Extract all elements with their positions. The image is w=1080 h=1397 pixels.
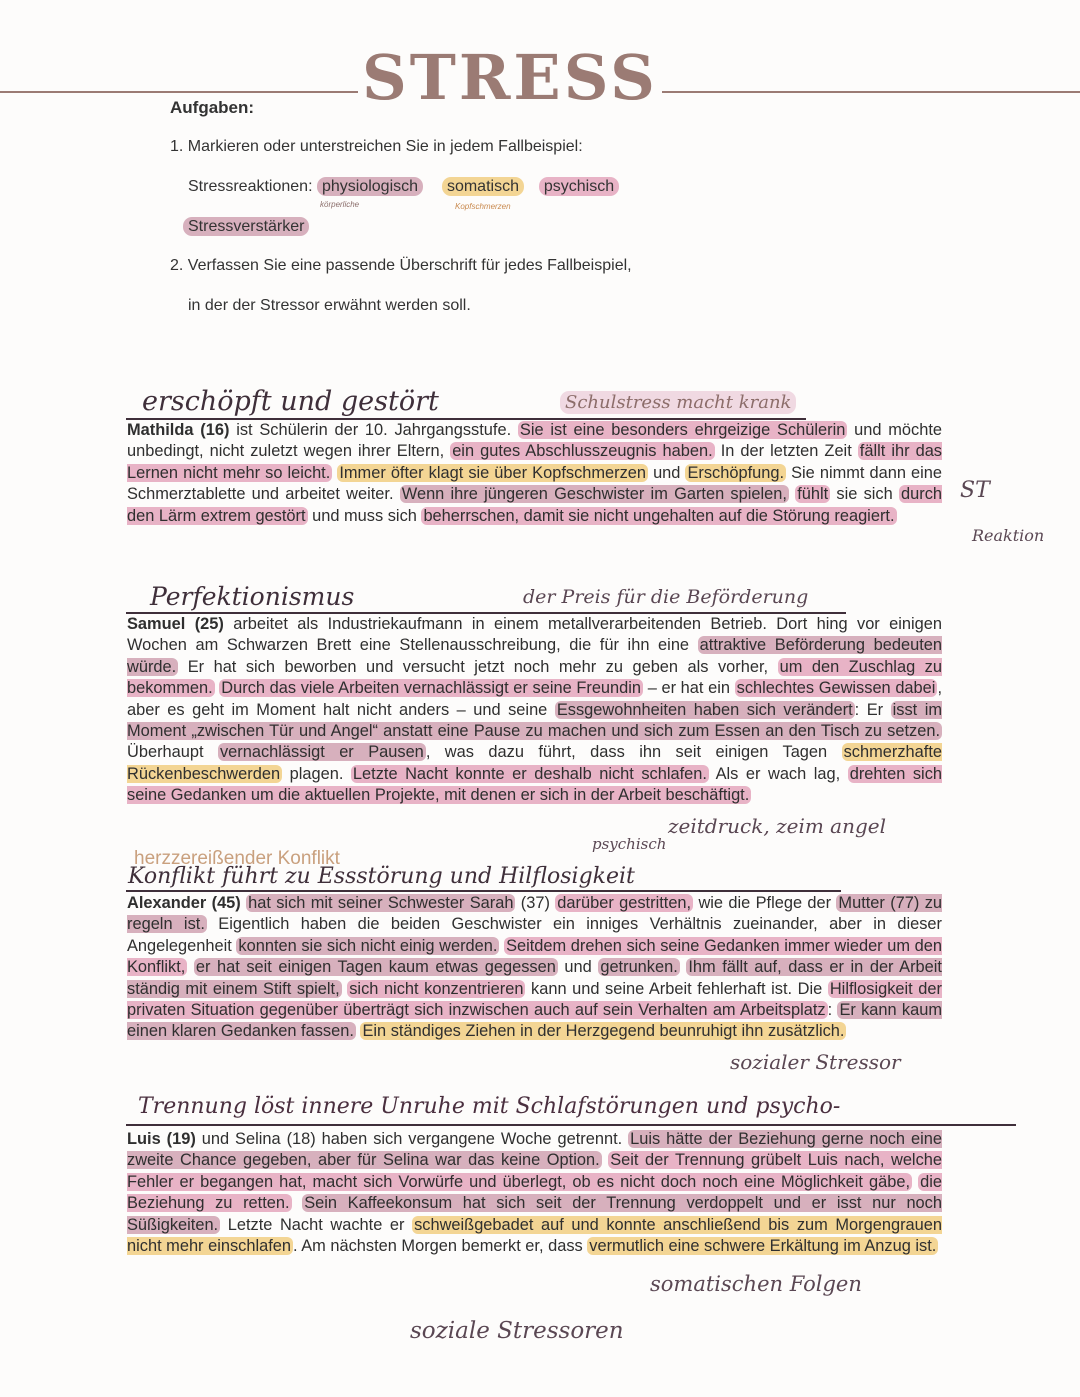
case-2-note-psychisch: psychisch [592,835,667,853]
highlight-psychisch: Wenn ihre jüngeren Geschwister im Garten spielen, [401,485,787,504]
reaction-psychisch: psychisch [539,177,619,196]
highlight-psychisch: darüber gestritten, [557,894,692,912]
case-3-subtitle: herzzereißender Konflikt [134,848,340,869]
highlight-psychisch: Seitdem drehen sich seine Gedanken immer wieder um den Konflikt, [127,936,942,977]
highlight-psychisch: vernachlässigt er Pausen [219,743,424,762]
task-2-line1: 2. Verfassen Sie eine passende Überschrift für jedes Fallbeispiel, [170,257,632,274]
case-4-note-sozial: soziale Stressoren [410,1318,624,1344]
highlight-psychisch: Durch das viele Arbeiten vernachlässigt er seine Freundin [221,679,642,698]
highlight-psychisch: hat sich mit seiner Schwester Sarah [248,894,514,912]
highlight-psychisch: Sein Kaffeekonsum hat sich seit der Trennung verdoppelt und er isst nur noch Süßigkeiten. [127,1194,942,1234]
case-2-note-zeitdruck: zeitdruck, zeim angel [668,814,887,838]
highlight-psychisch: Luis hätte der Beziehung gerne noch eine zweite Chance gegeben, aber für Selina war das keine Option. [127,1130,942,1170]
case-name: Luis [127,1130,161,1148]
task-2-line2: in der der Stressor erwähnt werden soll. [188,297,471,314]
highlight-psychisch: er hat seit einigen Tagen kaum etwas gegessen [195,958,556,977]
case-name: Mathilda [127,421,194,439]
case-2-handwritten-title: Perfektionismus [150,582,355,611]
highlight-psychisch: Seit der Trennung grübelt Luis nach, welche Fehler er begangen hat, macht sich Vorwürfe und überlegt, ob es nicht doch noch eine Möglichkeit gäbe, [127,1151,942,1191]
highlight-psychisch: konnten sie sich nicht einig werden. [238,936,498,955]
aufgaben-label: Aufgaben: [170,98,255,117]
task-1: 1. Markieren oder unterstreichen Sie in jedem Fallbeispiel: [170,138,583,155]
highlight-psychisch: ein gutes Abschlusszeugnis haben. [452,442,713,461]
case-4-underline [126,1124,1016,1126]
case-3-handwritten-title: Konflikt führt zu Essstörung und Hilflosigkeit [128,864,635,889]
case-1-note-st: ST [960,478,990,503]
case-4-handwritten-title: Trennung löst innere Unruhe mit Schlafstörungen und psycho- [138,1094,841,1119]
case-age: (25) [194,615,224,633]
case-4-note-somatisch: somatischen Folgen [650,1272,862,1296]
highlight-psychisch: isst im Moment „zwischen Tür und Angel“ anstatt eine Pause zu machen und sich zum Essen an den Tisch zu setzen. [127,700,943,741]
case-4-text: Luis (19) und Selina (18) haben sich vergangene Woche getrennt. Luis hätte der Beziehung gerne noch eine zweite Chance gegeben, aber für Selina war das keine Option. Seit der Trennung grübelt Luis nach, welche Fehler er begangen hat, macht sich Vorwürfe und überlegt, ob es nicht doch noch eine Möglichkeit gäbe, die Beziehung zu retten. Sein Kaffeekonsum hat sich seit der Trennung verdoppelt und er isst nur noch Süßigkeiten. Letzte Nacht wachte er schweißgebadet auf und konnte anschließend bis zum Morgengrauen nicht mehr einschlafen . Am nächsten Morgen bemerkt er, dass vermutlich eine schwere Erkältung im Anzug ist. [127,1130,942,1256]
highlight-psychisch: attraktive Beförderung bedeuten würde. [127,636,942,676]
highlight-somatisch: schmerzhafte Rückenbeschwerden [127,743,942,783]
highlight-psychisch: durch den Lärm extrem gestört [127,485,943,525]
highlight-psychisch: um den Zuschlag zu bekommen. [127,657,942,698]
highlight-psychisch: Letzte Nacht konnte er deshalb nicht schlafen. [352,764,707,783]
case-name: Samuel [127,615,186,633]
highlight-psychisch: beherrschen, damit sie nicht ungehalten auf die Störung reagiert. [423,506,895,525]
case-3-underline [126,890,841,892]
highlight-psychisch: Essgewohnheiten haben sich verändert [556,700,853,719]
highlight-psychisch: Ihm fällt auf, dass er in der Arbeit ständig mit einem Stift spielt, [127,958,942,998]
case-age: (16) [200,421,230,439]
highlight-psychisch: sich nicht konzentrieren [349,979,524,998]
stressverstaerker-label: Stressverstärker [183,217,309,236]
note-kopfschmerzen: Kopfschmerzen [455,202,511,211]
case-1-note-reaktion: Reaktion [972,526,1045,545]
highlight-psychisch: fühlt [797,485,829,504]
case-age: (45) [211,894,241,912]
case-2-text: Samuel (25) arbeitet als Industriekaufmann in einem metallverarbeitenden Betrieb. Dort hing vor einigen Wochen am Schwarzen Brett eine Stellenausschreibung, die für ihn eine attraktive Beförderung bedeuten würde. Er hat sich beworben und versucht jetzt noch mehr zu geben als vorher, um den Zuschlag zu bekommen. Durch das viele Arbeiten vernachlässigt er seine Freundin – er hat ein schlechtes Gewissen dabei , aber es geht im Moment halt nicht anders – und seine Essgewohnheiten haben sich verändert : Er isst im Moment „zwischen Tür und Angel“ anstatt eine Pause zu machen und sich zum Essen an den Tisch zu setzen. Überhaupt vernachlässigt er Pausen , was dazu führt, dass ihn seit einigen Tagen schmerzhafte Rückenbeschwerden plagen. Letzte Nacht konnte er deshalb nicht schlafen. Als er wach lag, drehten sich seine Gedanken um die aktuellen Projekte, mit denen er sich in der Arbeit beschäftigt. [127,615,943,805]
highlight-psychisch: fällt ihr das Lernen nicht mehr so leicht. [127,442,943,482]
reactions-label: Stressreaktionen: [188,178,313,195]
highlight-somatisch: Erschöpfung. [687,463,785,482]
highlight-psychisch: die Beziehung zu retten. [127,1172,942,1213]
case-1-text: Mathilda (16) ist Schülerin der 10. Jahrgangsstufe. Sie ist eine besonders ehrgeizige Schülerin und möchte unbedingt, nicht zuletzt wegen ihrer Eltern, ein gutes Abschlusszeugnis haben. In der letzten Zeit fällt ihr das Lernen nicht mehr so leicht. Immer öfter klagt sie über Kopfschmerzen und Erschöpfung. Sie nimmt dann eine Schmerztablette und arbeitet weiter. Wenn ihre jüngeren Geschwister im Garten spielen, fühlt sie sich durch den Lärm extrem gestört und muss sich beherrschen, damit sie nicht ungehalten auf die Störung reagiert. [127,421,943,525]
highlight-psychisch: Sie ist eine besonders ehrgeizige Schülerin [519,421,846,439]
highlight-somatisch: schweißgebadet auf und konnte anschließend bis zum Morgengrauen nicht mehr einschlafen [127,1215,942,1256]
verstaerker-row [183,218,309,236]
case-age: (19) [166,1130,196,1148]
highlight-somatisch: Ein ständiges Ziehen in der Herzgegend beunruhigt ihn zusätzlich. [362,1022,845,1041]
highlight-psychisch: schlechtes Gewissen dabei [736,679,936,698]
highlight-psychisch: Er kann kaum einen klaren Gedanken fassen. [127,1001,943,1041]
case-1-handwritten-title: erschöpft und gestört [142,386,439,417]
case-3-note-sozial: sozialer Stressor [730,1050,901,1074]
highlight-psychisch: drehten sich seine Gedanken um die aktuellen Projekte, mit denen er sich in der Arbeit beschäftigt. [127,764,942,805]
case-2-subtitle: der Preis für die Beförderung [523,586,809,608]
highlight-psychisch: Mutter (77) zu regeln ist. [127,894,943,934]
reaction-somatisch: somatisch [442,177,524,196]
case-1-subtitle: Schulstress macht krank [560,392,796,413]
case-name: Alexander [127,894,207,912]
note-koerperlich: körperliche [320,200,360,209]
page-title: STRESS [358,38,662,118]
reactions-row [188,178,619,196]
highlight-psychisch: getrunken. [600,958,678,977]
highlight-psychisch: Hilflosigkeit der privaten Situation gegenüber überträgt sich inzwischen auch auf sein Verhalten am Arbeitsplatz [127,979,942,1020]
reaction-physiologisch: physiologisch [317,177,423,196]
highlight-somatisch: Immer öfter klagt sie über Kopfschmerzen [339,463,647,482]
case-3-text: Alexander (45) hat sich mit seiner Schwester Sarah (37) darüber gestritten, wie die Pflege der Mutter (77) zu regeln ist. Eigentlich haben die beiden Geschwister ein inniges Verhältnis zueinander, aber in dieser Angelegenheit konnten sie sich nicht einig werden. Seitdem drehen sich seine Gedanken immer wieder um den Konflikt, er hat seit einigen Tagen kaum etwas gegessen und getrunken. Ihm fällt auf, dass er in der Arbeit ständig mit einem Stift spielt, sich nicht konzentrieren kann und seine Arbeit fehlerhaft ist. Die Hilflosigkeit der privaten Situation gegenüber überträgt sich inzwischen auch auf sein Verhalten am Arbeitsplatz : Er kann kaum einen klaren Gedanken fassen. Ein ständiges Ziehen in der Herzgegend beunruhigt ihn zusätzlich. [127,894,943,1041]
highlight-somatisch: vermutlich eine schwere Erkältung im Anzug ist. [589,1237,937,1256]
